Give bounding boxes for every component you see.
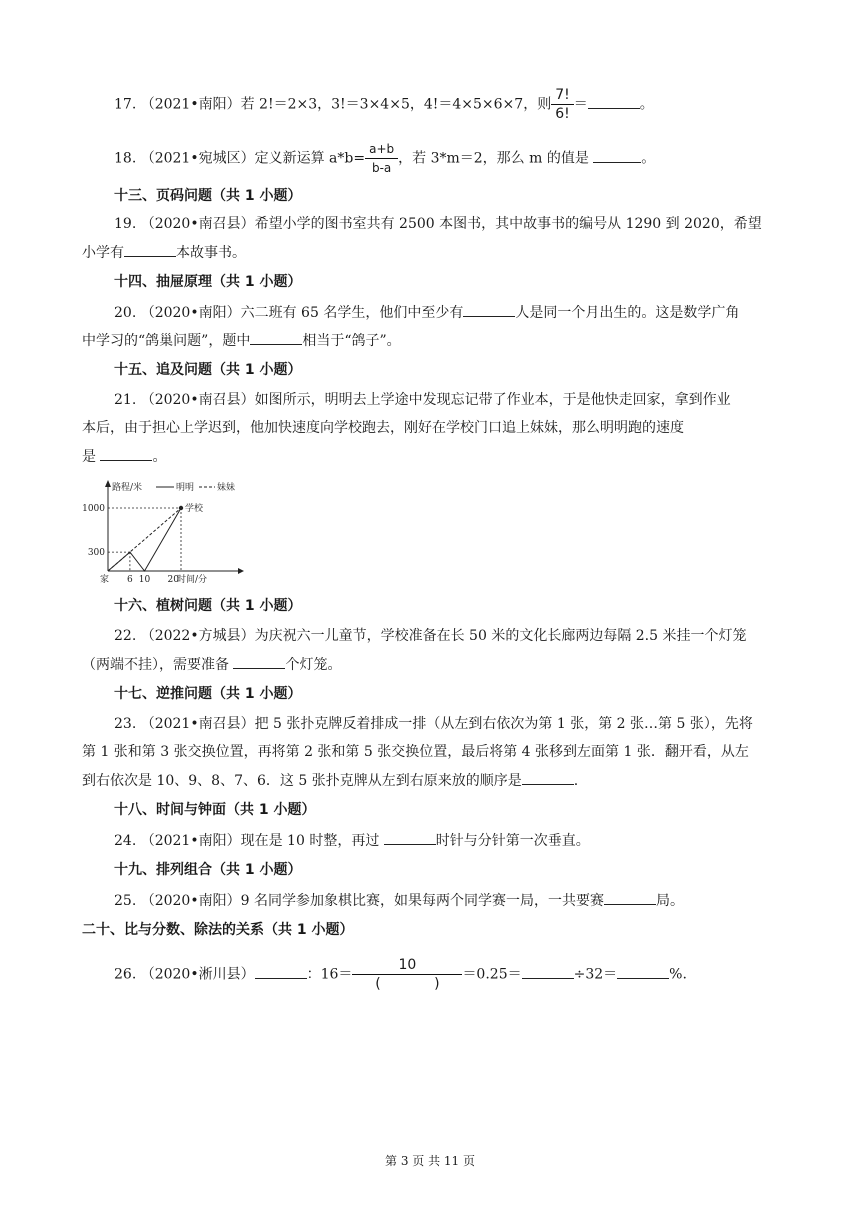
x-axis-label: 时间/分: [177, 575, 208, 585]
q22-answer-blank[interactable]: [233, 654, 285, 669]
question-21-line-3: 是 。: [82, 446, 166, 467]
question-22-line-2: （两端不挂），需要准备 个灯笼。: [82, 654, 341, 675]
section-heading-16: 十六、植树问题（共 1 小题）: [114, 598, 302, 614]
school-point: [179, 506, 183, 510]
question-21-line-1: 21. （2020•南召县）如图所示，明明去上学途中发现忘记带了作业本，于是他快走回家，拿到作业: [114, 392, 731, 408]
q19-answer-blank[interactable]: [124, 242, 176, 257]
q26-answer-blank-1[interactable]: [255, 964, 307, 979]
question-20-line-2: 中学习的“鸽巢问题”，题中 相当于“鸽子”。: [82, 330, 401, 351]
q20-answer-blank-2[interactable]: [250, 330, 302, 345]
q17-answer-blank[interactable]: [588, 94, 640, 109]
q23-answer-blank[interactable]: [522, 770, 574, 785]
section-heading-20: 二十、比与分数、除法的关系（共 1 小题）: [82, 922, 354, 938]
section-heading-14: 十四、抽屉原理（共 1 小题）: [114, 274, 302, 290]
q17-text: 17. （2021•南阳）若 2!＝2×3，3!＝3×4×5，4!＝4×5×6×7，则: [114, 96, 552, 113]
question-19-line-2: 小学有 本故事书。: [82, 242, 246, 263]
x-axis-arrow: [238, 568, 244, 574]
legend-label-meimei: 妹妹: [217, 483, 236, 493]
q26-answer-blank-3[interactable]: [617, 964, 669, 979]
y-axis-label: 路程/米: [112, 483, 143, 493]
question-23-line-2: 第 1 张和第 3 张交换位置，再将第 2 张和第 5 张交换位置，最后将第 4 张移到左面第 1 张．翻开看，从左: [82, 744, 749, 760]
question-21-line-2: 本后，由于担心上学迟到，他加快速度向学校跑去，刚好在学校门口追上妹妹，那么明明跑的速度: [82, 420, 684, 436]
q26-fraction-blank[interactable]: ( ): [375, 976, 440, 992]
section-heading-17: 十七、逆推问题（共 1 小题）: [114, 686, 302, 702]
q20-answer-blank-1[interactable]: [463, 302, 515, 317]
q26-answer-blank-2[interactable]: [522, 964, 574, 979]
q21-answer-blank[interactable]: [100, 446, 152, 461]
section-heading-15: 十五、追及问题（共 1 小题）: [114, 362, 302, 378]
q18-answer-blank[interactable]: [593, 148, 641, 163]
question-20-line-1: 20. （2020•南阳）六二班有 65 名学生，他们中至少有 人是同一个月出生的。这是数学广角: [114, 302, 739, 323]
q24-answer-blank[interactable]: [384, 830, 436, 845]
q17-fraction: $\frac{7!}{6!}$: [551, 86, 574, 123]
origin-label: 家: [100, 575, 110, 585]
question-25: 25. （2020•南阳）9 名同学参加象棋比赛，如果每两个同学赛一局，一共要赛 局。: [114, 890, 684, 911]
x-tick-label-2: 20: [167, 575, 179, 585]
q25-answer-blank[interactable]: [604, 890, 656, 905]
x-tick-label-0: 6: [127, 575, 133, 585]
school-label: 学校: [185, 504, 204, 514]
question-22-line-1: 22. （2022•方城县）为庆祝六一儿童节，学校准备在长 50 米的文化长廊两边每隔 2.5 米挂一个灯笼: [114, 628, 747, 644]
question-18: 18. （2021•宛城区）定义新运算 a*b= $\frac{a+b}{b-a}$ ，若 3*m＝2，那么 m 的值是 。: [114, 142, 656, 175]
q18-fraction: $\frac{a+b}{b-a}$: [365, 140, 398, 177]
question-23-line-3: 到右依次是 10、9、8、7、6．这 5 张扑克牌从左到右原来放的顺序是 .: [82, 770, 578, 791]
question-24: 24. （2021•南阳）现在是 10 时整，再过 时针与分针第一次垂直。: [114, 830, 590, 851]
section-heading-13: 十三、页码问题（共 1 小题）: [114, 188, 302, 204]
question-26: 26. （2020•淅川县） ：16＝ $\frac{10}{( )}$ ＝0.25＝ ÷32＝ %.: [114, 957, 687, 992]
y-axis-arrow: [105, 480, 111, 487]
page-footer: 第 3 页 共 11 页: [385, 1154, 475, 1168]
section-heading-18: 十八、时间与钟面（共 1 小题）: [114, 802, 316, 818]
section-heading-19: 十九、排列组合（共 1 小题）: [114, 862, 302, 878]
y-tick-label-0: 300: [87, 548, 105, 559]
x-tick-label-1: 10: [138, 575, 151, 585]
legend-label-mingming: 明明: [176, 483, 195, 493]
question-17: 17. （2021•南阳）若 2!＝2×3，3!＝3×4×5，4!＝4×5×6×7，则 $\frac{7!}{6!}$ ＝ 。: [114, 87, 654, 122]
distance-time-graph: [78, 478, 248, 586]
question-19-line-1: 19. （2020•南召县）希望小学的图书室共有 2500 本图书，其中故事书的编号从 1290 到 2020，希望: [114, 216, 762, 232]
q26-fraction: $\frac{10}{( )}$: [352, 956, 462, 993]
question-23-line-1: 23. （2021•南召县）把 5 张扑克牌反着排成一排（从左到右依次为第 1 张，第 2 张…第 5 张），先将: [114, 716, 753, 732]
y-tick-label-1: 1000: [82, 504, 105, 514]
